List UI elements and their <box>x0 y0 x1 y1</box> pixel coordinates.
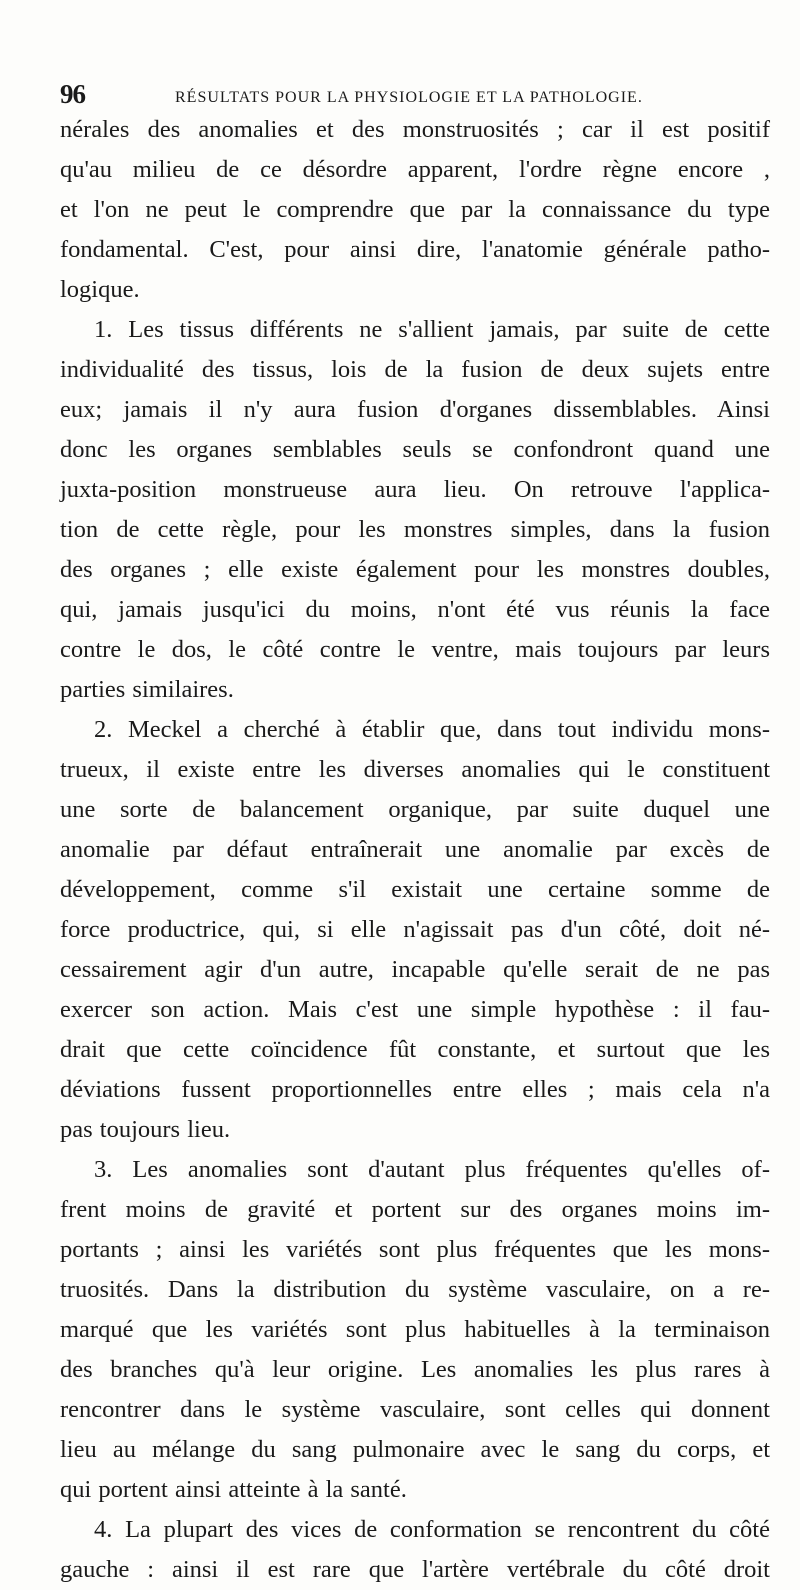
text-line: qu'au milieu de ce désordre apparent, l'ordre règne encore , <box>60 156 770 183</box>
text-line: marqué que les variétés sont plus habituelles à la terminaison <box>60 1316 770 1343</box>
text-line: gauche : ainsi il est rare que l'artère vertébrale du côté droit <box>60 1556 770 1583</box>
text-line: parties similaires. <box>60 676 234 703</box>
text-line: qui, jamais jusqu'ici du moins, n'ont été vus réunis la face <box>60 596 770 623</box>
text-line: logique. <box>60 276 140 303</box>
text-line: individualité des tissus, lois de la fusion de deux sujets entre <box>60 356 770 383</box>
text-line: 1. Les tissus différents ne s'allient jamais, par suite de cette <box>94 316 770 343</box>
text-line: juxta-position monstrueuse aura lieu. On retrouve l'applica- <box>60 476 770 503</box>
text-line: exercer son action. Mais c'est une simple hypothèse : il fau- <box>60 996 770 1023</box>
text-line: anomalie par défaut entraînerait une anomalie par excès de <box>60 836 770 863</box>
text-line: tion de cette règle, pour les monstres simples, dans la fusion <box>60 516 770 543</box>
text-line: 4. La plupart des vices de conformation se rencontrent du côté <box>94 1516 770 1543</box>
text-line: frent moins de gravité et portent sur des organes moins im- <box>60 1196 770 1223</box>
text-line: lieu au mélange du sang pulmonaire avec le sang du corps, et <box>60 1436 770 1463</box>
text-line: une sorte de balancement organique, par suite duquel une <box>60 796 770 823</box>
text-line: truosités. Dans la distribution du système vasculaire, on a re- <box>60 1276 770 1303</box>
text-line: et l'on ne peut le comprendre que par la connaissance du type <box>60 196 770 223</box>
text-line: qui portent ainsi atteinte à la santé. <box>60 1476 407 1503</box>
text-line: 3. Les anomalies sont d'autant plus fréquentes qu'elles of- <box>94 1156 770 1183</box>
text-line: force productrice, qui, si elle n'agissait pas d'un côté, doit né- <box>60 916 770 943</box>
text-line: des branches qu'à leur origine. Les anomalies les plus rares à <box>60 1356 770 1383</box>
text-line: portants ; ainsi les variétés sont plus fréquentes que les mons- <box>60 1236 770 1263</box>
body-text <box>60 110 770 1590</box>
text-line: pas toujours lieu. <box>60 1116 231 1143</box>
text-line: rencontrer dans le système vasculaire, sont celles qui donnent <box>60 1396 770 1423</box>
text-line: contre le dos, le côté contre le ventre, mais toujours par leurs <box>60 636 770 663</box>
text-line: drait que cette coïncidence fût constante, et surtout que les <box>60 1036 770 1063</box>
text-line: des organes ; elle existe également pour les monstres doubles, <box>60 556 770 583</box>
text-line: trueux, il existe entre les diverses anomalies qui le constituent <box>60 756 770 783</box>
text-line: 2. Meckel a cherché à établir que, dans tout individu mons- <box>94 716 770 743</box>
running-title: RÉSULTATS POUR LA PHYSIOLOGIE ET LA PATHOLOGIE. <box>175 89 643 106</box>
text-line: eux; jamais il n'y aura fusion d'organes dissemblables. Ainsi <box>60 396 770 423</box>
text-line: déviations fussent proportionnelles entre elles ; mais cela n'a <box>60 1076 770 1103</box>
text-line: donc les organes semblables seuls se confondront quand une <box>60 436 770 463</box>
text-line: développement, comme s'il existait une certaine somme de <box>60 876 770 903</box>
page-number: 96 <box>60 79 85 109</box>
text-line: fondamental. C'est, pour ainsi dire, l'anatomie générale patho- <box>60 236 770 263</box>
text-line: nérales des anomalies et des monstruosités ; car il est positif <box>60 116 770 143</box>
text-line: cessairement agir d'un autre, incapable qu'elle serait de ne pas <box>60 956 770 983</box>
